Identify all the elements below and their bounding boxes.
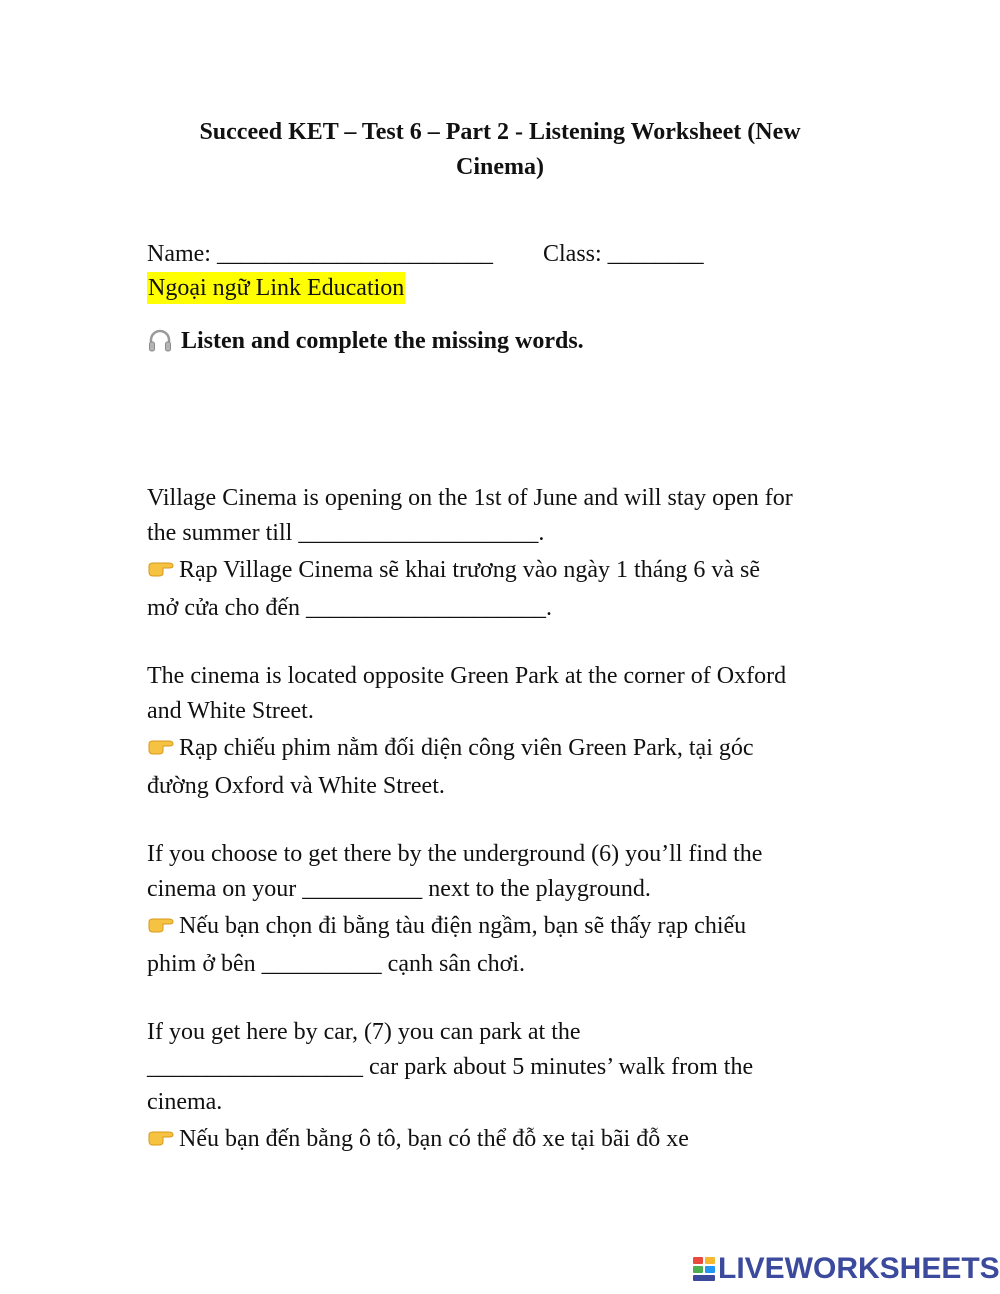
vi-line xyxy=(147,729,867,767)
headphones-icon xyxy=(147,328,173,354)
liveworksheets-logo-icon xyxy=(692,1256,716,1282)
pointing-hand-icon xyxy=(147,558,175,578)
instruction xyxy=(147,324,584,358)
en-line: and White Street. xyxy=(147,698,314,724)
vi-line-blank[interactable]: phim ở bên __________ cạnh sân chơi. xyxy=(147,951,525,977)
title-line-1: Succeed KET – Test 6 – Part 2 - Listening Worksheet (New xyxy=(199,119,801,145)
en-line-blank[interactable]: __________________ car park about 5 minutes’ walk from the xyxy=(147,1054,754,1080)
en-line: If you get here by car, (7) you can park at the xyxy=(147,1019,581,1045)
class-field[interactable]: Class: ________ xyxy=(542,241,704,267)
instruction-text: Listen and complete the missing words. xyxy=(181,328,584,354)
name-field[interactable]: Name: _______________________ xyxy=(147,241,493,267)
vi-line: đường Oxford và White Street. xyxy=(147,773,445,799)
paragraph-3 xyxy=(147,837,867,983)
vi-text: Rạp chiếu phim nằm đối diện công viên Green Park, tại góc xyxy=(179,735,754,761)
pointing-hand-icon xyxy=(147,1127,175,1147)
en-line: cinema. xyxy=(147,1089,223,1115)
logo-text: LIVEWORKSHEETS xyxy=(718,1252,1000,1285)
pointing-hand-icon xyxy=(147,914,175,934)
pointing-hand-icon xyxy=(147,736,175,756)
en-line: The cinema is located opposite Green Park at the corner of Oxford xyxy=(147,663,787,689)
vi-line xyxy=(147,551,867,589)
worksheet-title xyxy=(150,115,850,185)
brand-highlight: Ngoại ngữ Link Education xyxy=(147,272,405,304)
en-line-blank[interactable]: cinema on your __________ next to the playground. xyxy=(147,876,651,902)
liveworksheets-logo[interactable] xyxy=(692,1252,1000,1286)
title-line-2: Cinema) xyxy=(456,154,544,180)
en-line: Village Cinema is opening on the 1st of June and will stay open for xyxy=(147,485,793,511)
vi-text: Nếu bạn đến bằng ô tô, bạn có thể đỗ xe tại bãi đỗ xe xyxy=(179,1126,689,1152)
vi-text: Rạp Village Cinema sẽ khai trương vào ngày 1 tháng 6 và sẽ xyxy=(179,557,761,583)
vi-text: Nếu bạn chọn đi bằng tàu điện ngầm, bạn sẽ thấy rạp chiếu xyxy=(179,913,747,939)
vi-line xyxy=(147,907,867,945)
name-class-row xyxy=(147,238,704,270)
vi-line xyxy=(147,1120,867,1158)
en-line-blank[interactable]: the summer till ____________________. xyxy=(147,520,545,546)
paragraph-1 xyxy=(147,481,867,627)
paragraph-2 xyxy=(147,659,867,805)
paragraph-4 xyxy=(147,1015,867,1158)
en-line: If you choose to get there by the underground (6) you’ll find the xyxy=(147,841,763,867)
vi-line-blank[interactable]: mở cửa cho đến ____________________. xyxy=(147,595,552,621)
